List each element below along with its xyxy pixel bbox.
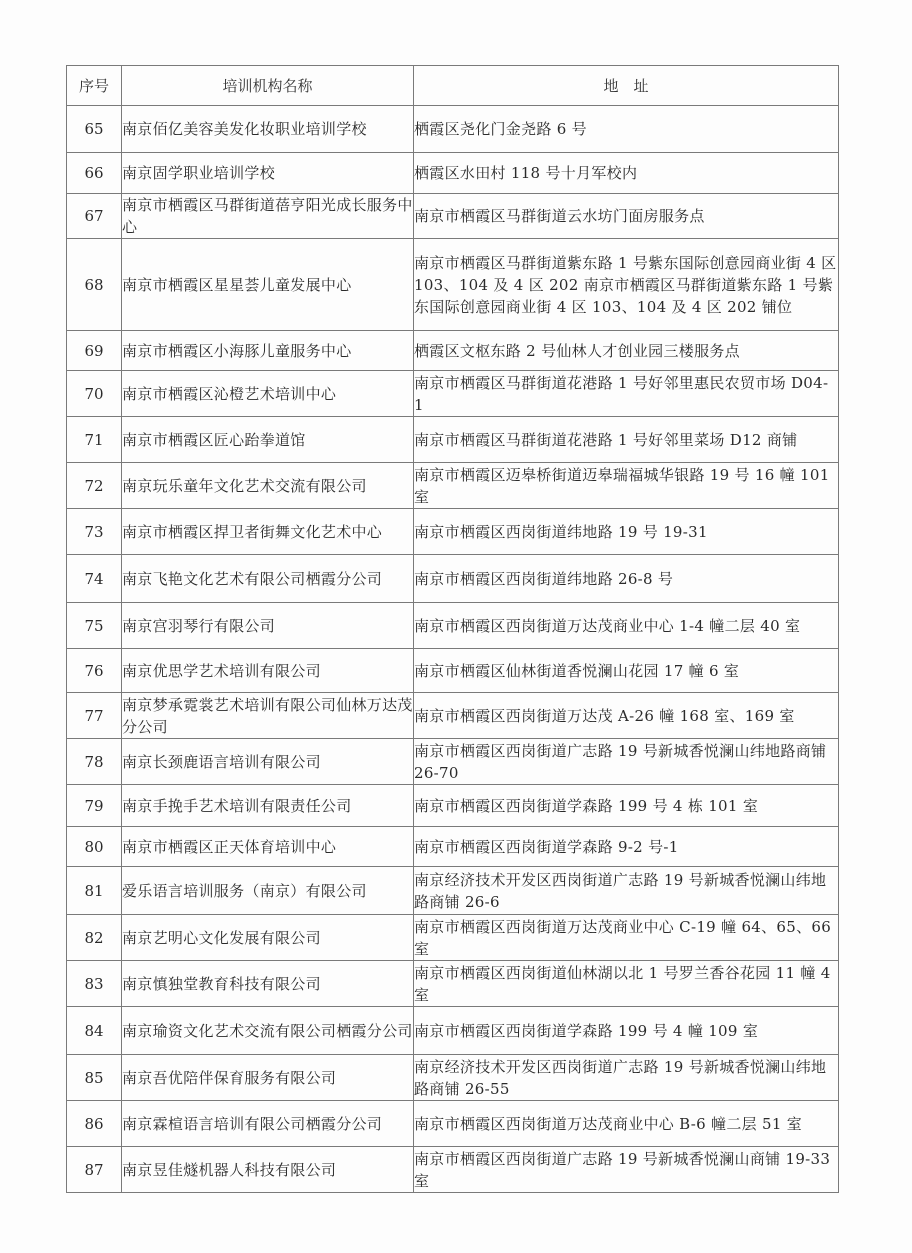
institution-name-cell: 南京市栖霞区星星荟儿童发展中心 bbox=[122, 239, 414, 331]
header-address: 地 址 bbox=[414, 66, 839, 106]
table-row bbox=[67, 693, 839, 739]
table-row bbox=[67, 649, 839, 693]
table-row bbox=[67, 603, 839, 649]
address-cell: 南京市栖霞区马群街道花港路 1 号好邻里菜场 D12 商铺 bbox=[414, 417, 839, 463]
table-row bbox=[67, 1147, 839, 1193]
serial-number-cell: 85 bbox=[67, 1055, 122, 1101]
serial-number-cell: 73 bbox=[67, 509, 122, 555]
table-row bbox=[67, 1055, 839, 1101]
institution-name-cell: 爱乐语言培训服务（南京）有限公司 bbox=[122, 867, 414, 915]
address-cell: 南京市栖霞区西岗街道纬地路 26-8 号 bbox=[414, 555, 839, 603]
institution-name-cell: 南京手挽手艺术培训有限责任公司 bbox=[122, 785, 414, 827]
table-row bbox=[67, 509, 839, 555]
institution-name-cell: 南京市栖霞区沁橙艺术培训中心 bbox=[122, 371, 414, 417]
address-cell: 南京市栖霞区西岗街道学森路 199 号 4 栋 101 室 bbox=[414, 785, 839, 827]
header-institution-name: 培训机构名称 bbox=[122, 66, 414, 106]
institution-name-cell: 南京昱佳燧机器人科技有限公司 bbox=[122, 1147, 414, 1193]
address-cell: 南京市栖霞区西岗街道万达茂 A-26 幢 168 室、169 室 bbox=[414, 693, 839, 739]
address-cell: 南京市栖霞区迈皋桥街道迈皋瑞福城华银路 19 号 16 幢 101 室 bbox=[414, 463, 839, 509]
address-cell: 南京市栖霞区西岗街道仙林湖以北 1 号罗兰香谷花园 11 幢 4 室 bbox=[414, 961, 839, 1007]
address-cell: 南京市栖霞区西岗街道万达茂商业中心 C-19 幢 64、65、66 室 bbox=[414, 915, 839, 961]
address-cell: 栖霞区尧化门金尧路 6 号 bbox=[414, 106, 839, 153]
table-row bbox=[67, 1101, 839, 1147]
institution-name-cell: 南京宫羽琴行有限公司 bbox=[122, 603, 414, 649]
institution-name-cell: 南京市栖霞区正天体育培训中心 bbox=[122, 827, 414, 867]
table-row bbox=[67, 827, 839, 867]
serial-number-cell: 75 bbox=[67, 603, 122, 649]
serial-number-cell: 74 bbox=[67, 555, 122, 603]
institution-name-cell: 南京霖楦语言培训有限公司栖霞分公司 bbox=[122, 1101, 414, 1147]
table-row bbox=[67, 785, 839, 827]
address-cell: 南京市栖霞区西岗街道万达茂商业中心 B-6 幢二层 51 室 bbox=[414, 1101, 839, 1147]
address-cell: 南京市栖霞区西岗街道学森路 199 号 4 幢 109 室 bbox=[414, 1007, 839, 1055]
institution-name-cell: 南京艺明心文化发展有限公司 bbox=[122, 915, 414, 961]
table-row bbox=[67, 739, 839, 785]
institution-name-cell: 南京玩乐童年文化艺术交流有限公司 bbox=[122, 463, 414, 509]
table-row bbox=[67, 239, 839, 331]
serial-number-cell: 70 bbox=[67, 371, 122, 417]
serial-number-cell: 82 bbox=[67, 915, 122, 961]
serial-number-cell: 69 bbox=[67, 331, 122, 371]
institution-name-cell: 南京市栖霞区小海豚儿童服务中心 bbox=[122, 331, 414, 371]
serial-number-cell: 80 bbox=[67, 827, 122, 867]
address-cell: 南京经济技术开发区西岗街道广志路 19 号新城香悦澜山纬地路商铺 26-6 bbox=[414, 867, 839, 915]
table-row bbox=[67, 915, 839, 961]
table-row bbox=[67, 867, 839, 915]
serial-number-cell: 78 bbox=[67, 739, 122, 785]
address-cell: 南京市栖霞区仙林街道香悦澜山花园 17 幢 6 室 bbox=[414, 649, 839, 693]
address-cell: 南京市栖霞区马群街道花港路 1 号好邻里惠民农贸市场 D04-1 bbox=[414, 371, 839, 417]
institution-name-cell: 南京市栖霞区马群街道蓓亨阳光成长服务中心 bbox=[122, 194, 414, 239]
table-row bbox=[67, 153, 839, 194]
institution-name-cell: 南京吾优陪伴保育服务有限公司 bbox=[122, 1055, 414, 1101]
address-cell: 南京市栖霞区西岗街道万达茂商业中心 1-4 幢二层 40 室 bbox=[414, 603, 839, 649]
serial-number-cell: 65 bbox=[67, 106, 122, 153]
table-row bbox=[67, 961, 839, 1007]
institution-name-cell: 南京市栖霞区捍卫者街舞文化艺术中心 bbox=[122, 509, 414, 555]
table-row bbox=[67, 417, 839, 463]
table-row bbox=[67, 371, 839, 417]
serial-number-cell: 87 bbox=[67, 1147, 122, 1193]
table-header-row bbox=[67, 66, 839, 106]
table-body bbox=[67, 106, 839, 1193]
serial-number-cell: 81 bbox=[67, 867, 122, 915]
institution-name-cell: 南京市栖霞区匠心跆拳道馆 bbox=[122, 417, 414, 463]
address-cell: 南京市栖霞区马群街道云水坊门面房服务点 bbox=[414, 194, 839, 239]
training-institutions-table bbox=[66, 65, 839, 1193]
header-serial-number: 序号 bbox=[67, 66, 122, 106]
table-row bbox=[67, 194, 839, 239]
serial-number-cell: 77 bbox=[67, 693, 122, 739]
serial-number-cell: 79 bbox=[67, 785, 122, 827]
serial-number-cell: 72 bbox=[67, 463, 122, 509]
address-cell: 栖霞区文枢东路 2 号仙林人才创业园三楼服务点 bbox=[414, 331, 839, 371]
institution-name-cell: 南京佰亿美容美发化妆职业培训学校 bbox=[122, 106, 414, 153]
address-cell: 南京市栖霞区西岗街道纬地路 19 号 19-31 bbox=[414, 509, 839, 555]
serial-number-cell: 86 bbox=[67, 1101, 122, 1147]
table-row bbox=[67, 106, 839, 153]
table-row bbox=[67, 1007, 839, 1055]
serial-number-cell: 68 bbox=[67, 239, 122, 331]
serial-number-cell: 66 bbox=[67, 153, 122, 194]
serial-number-cell: 84 bbox=[67, 1007, 122, 1055]
serial-number-cell: 76 bbox=[67, 649, 122, 693]
address-cell: 南京市栖霞区西岗街道广志路 19 号新城香悦澜山纬地路商铺 26-70 bbox=[414, 739, 839, 785]
serial-number-cell: 71 bbox=[67, 417, 122, 463]
institution-name-cell: 南京飞艳文化艺术有限公司栖霞分公司 bbox=[122, 555, 414, 603]
serial-number-cell: 67 bbox=[67, 194, 122, 239]
table-row bbox=[67, 555, 839, 603]
institution-name-cell: 南京固学职业培训学校 bbox=[122, 153, 414, 194]
institution-name-cell: 南京梦承霓裳艺术培训有限公司仙林万达茂分公司 bbox=[122, 693, 414, 739]
institution-name-cell: 南京长颈鹿语言培训有限公司 bbox=[122, 739, 414, 785]
institution-name-cell: 南京优思学艺术培训有限公司 bbox=[122, 649, 414, 693]
serial-number-cell: 83 bbox=[67, 961, 122, 1007]
institution-name-cell: 南京慎独堂教育科技有限公司 bbox=[122, 961, 414, 1007]
table-row bbox=[67, 331, 839, 371]
address-cell: 南京市栖霞区西岗街道学森路 9-2 号-1 bbox=[414, 827, 839, 867]
table-row bbox=[67, 463, 839, 509]
address-cell: 南京经济技术开发区西岗街道广志路 19 号新城香悦澜山纬地路商铺 26-55 bbox=[414, 1055, 839, 1101]
institution-name-cell: 南京瑜资文化艺术交流有限公司栖霞分公司 bbox=[122, 1007, 414, 1055]
address-cell: 南京市栖霞区马群街道紫东路 1 号紫东国际创意园商业街 4 区 103、104 及 4 区 202 南京市栖霞区马群街道紫东路 1 号紫东国际创意园商业街 4 区 103、104 及 4 区 202 铺位 bbox=[414, 239, 839, 331]
address-cell: 南京市栖霞区西岗街道广志路 19 号新城香悦澜山商铺 19-33 室 bbox=[414, 1147, 839, 1193]
address-cell: 栖霞区水田村 118 号十月军校内 bbox=[414, 153, 839, 194]
